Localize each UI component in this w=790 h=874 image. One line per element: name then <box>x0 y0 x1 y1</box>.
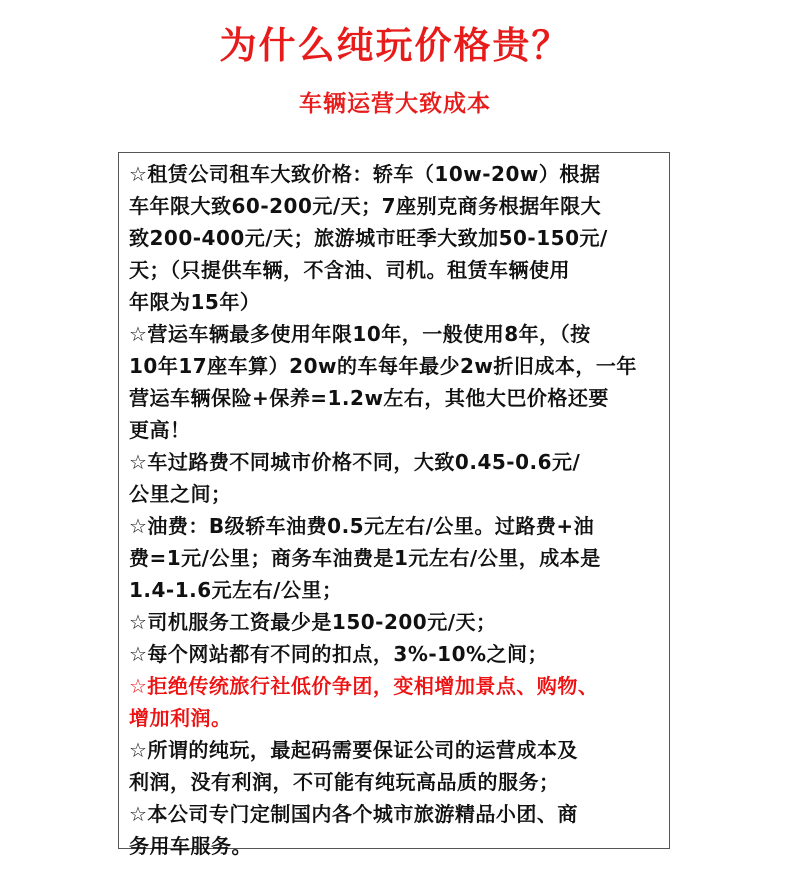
cost-line: 营运车辆保险+保养=1.2w左右，其他大巴价格还要 <box>129 386 609 410</box>
page-subtitle: 车辆运营大致成本 <box>299 91 491 117</box>
cost-line: ☆油费：B级轿车油费0.5元左右/公里。过路费+油 <box>129 514 595 538</box>
cost-line: 车年限大致60-200元/天；7座别克商务根据年限大 <box>129 194 602 218</box>
cost-line: 务用车服务。 <box>129 834 252 858</box>
cost-line: 天；（只提供车辆，不含油、司机。租赁车辆使用 <box>129 258 570 282</box>
cost-line: ☆每个网站都有不同的扣点，3%-10%之间； <box>129 642 549 666</box>
cost-line-highlight: 增加利润。 <box>129 706 232 730</box>
cost-line: ☆本公司专门定制国内各个城市旅游精品小团、商 <box>129 802 578 826</box>
cost-line: 费=1元/公里；商务车油费是1元左右/公里，成本是 <box>129 546 601 570</box>
cost-line: ☆司机服务工资最少是150-200元/天； <box>129 610 497 634</box>
cost-line: 利润，没有利润，不可能有纯玩高品质的服务； <box>129 770 560 794</box>
cost-info-content <box>129 158 669 862</box>
cost-line: 年限为15年） <box>129 290 261 314</box>
cost-line: 公里之间； <box>129 482 232 506</box>
cost-line: ☆车过路费不同城市价格不同，大致0.45-0.6元/ <box>129 450 581 474</box>
cost-line: ☆营运车辆最多使用年限10年，一般使用8年，（按 <box>129 322 591 346</box>
cost-line-highlight: ☆拒绝传统旅行社低价争团，变相增加景点、购物、 <box>129 674 599 698</box>
cost-line: ☆所谓的纯玩，最起码需要保证公司的运营成本及 <box>129 738 578 762</box>
cost-line: 更高！ <box>129 418 191 442</box>
cost-line: 10年17座车算）20w的车每年最少2w折旧成本，一年 <box>129 354 637 378</box>
cost-line: 致200-400元/天；旅游城市旺季大致加50-150元/ <box>129 226 608 250</box>
cost-line: ☆租赁公司租车大致价格：轿车（10w-20w）根据 <box>129 162 601 186</box>
cost-line: 1.4-1.6元左右/公里； <box>129 578 343 602</box>
page-title: 为什么纯玩价格贵？ <box>219 24 571 67</box>
